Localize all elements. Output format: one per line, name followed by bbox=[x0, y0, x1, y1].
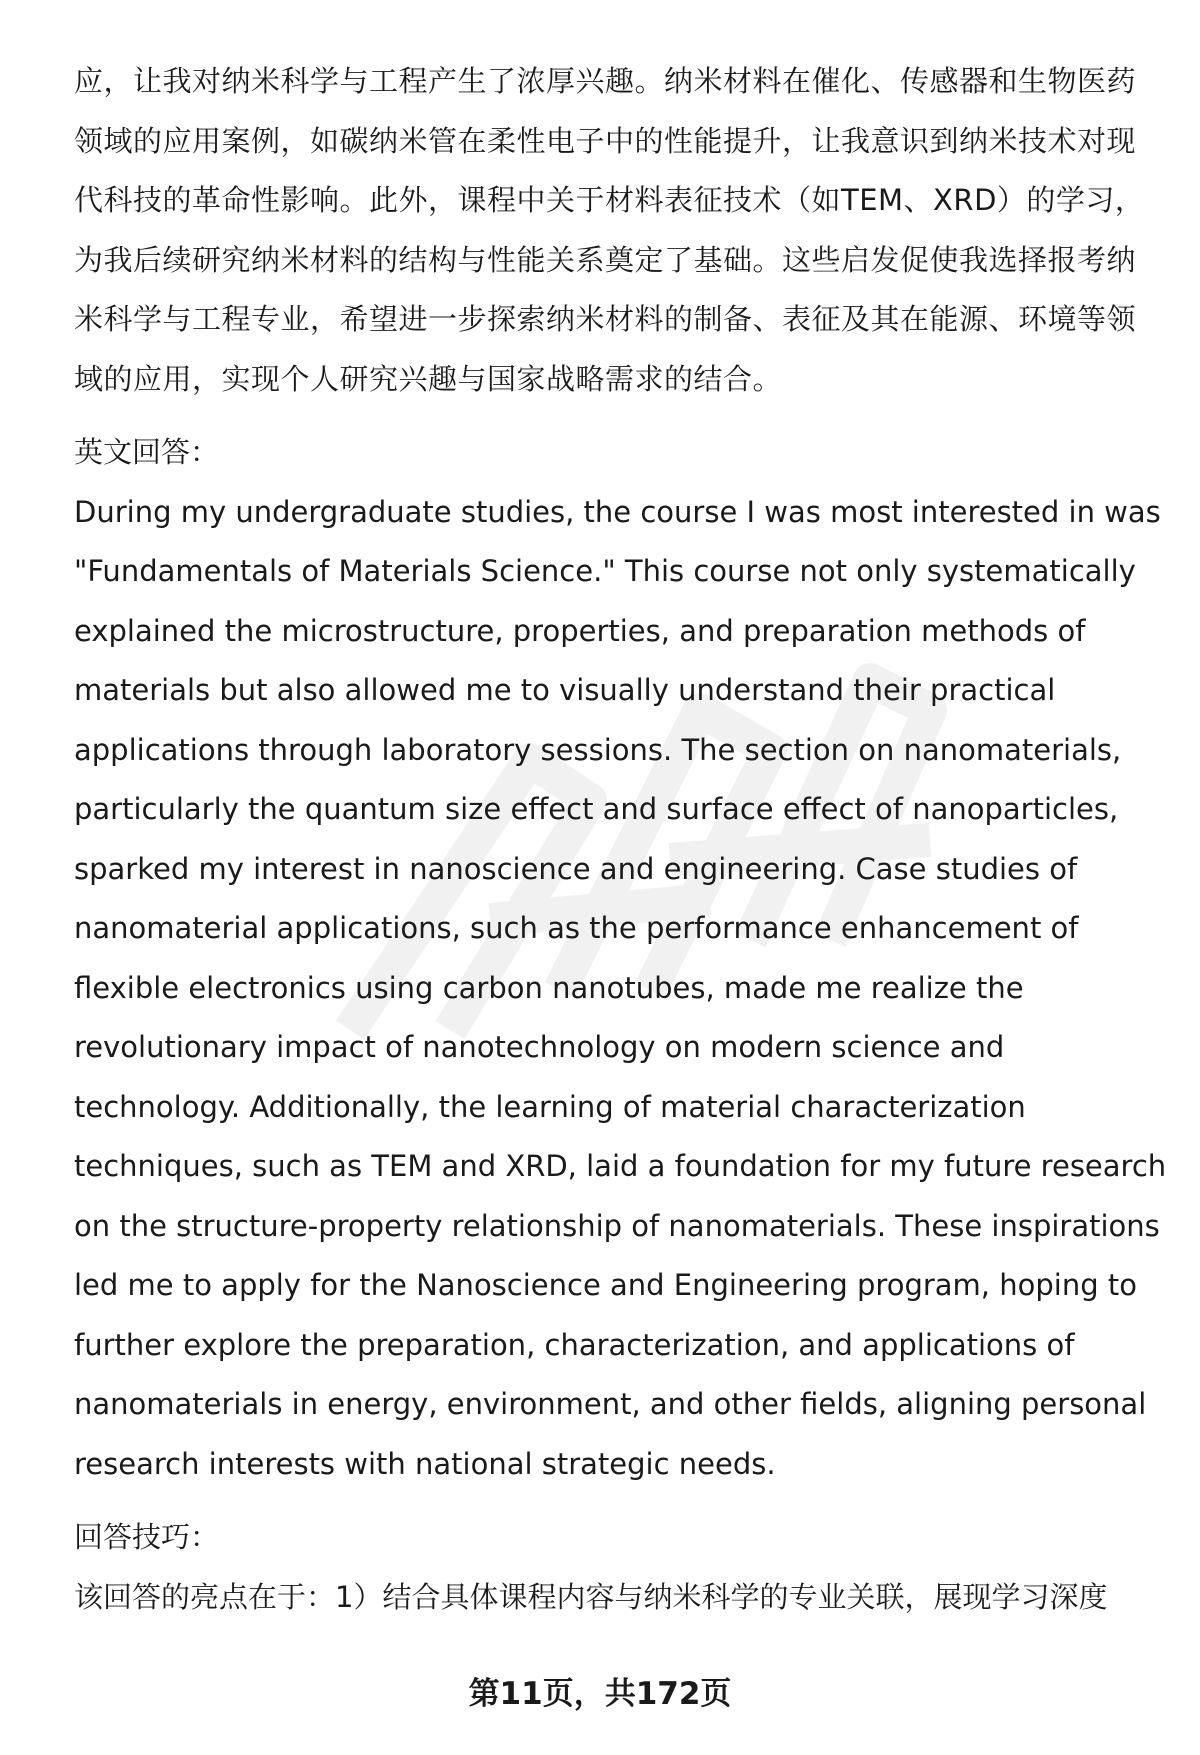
text-line: 应，让我对纳米科学与工程产生了浓厚兴趣。纳米材料在催化、传感器和生物医药 bbox=[74, 64, 1137, 98]
text-line: 为我后续研究纳米材料的结构与性能关系奠定了基础。这些启发促使我选择报考纳 bbox=[74, 242, 1137, 277]
text-line: further explore the preparation, characterization, and applications of bbox=[74, 1327, 1075, 1362]
text-line: led me to apply for the Nanoscience and Engineering program, hoping to bbox=[74, 1268, 1137, 1302]
document-body bbox=[74, 52, 1167, 1627]
text-line: particularly the quantum size effect and surface effect of nanoparticles, bbox=[74, 792, 1119, 826]
text-line: During my undergraduate studies, the course I was most interested in was bbox=[74, 494, 1161, 529]
text-line: 代科技的革命性影响。此外，课程中关于材料表征技术（如TEM、XRD）的学习， bbox=[74, 183, 1145, 217]
english-answer-paragraph bbox=[74, 483, 1167, 1495]
text-line: techniques, such as TEM and XRD, laid a foundation for my future research bbox=[74, 1149, 1167, 1183]
chinese-answer-paragraph bbox=[74, 52, 1154, 409]
text-line: explained the microstructure, properties, and preparation methods of bbox=[74, 613, 1086, 648]
page-number-footer: 第11页，共172页 bbox=[468, 1676, 732, 1712]
text-line: 领域的应用案例，如碳纳米管在柔性电子中的性能提升，让我意识到纳米技术对现 bbox=[74, 123, 1137, 158]
text-line: revolutionary impact of nanotechnology on modern science and bbox=[74, 1030, 1005, 1064]
text-line: applications through laboratory sessions. The section on nanomaterials, bbox=[74, 732, 1122, 767]
text-line: nanomaterials in energy, environment, and other fields, aligning personal bbox=[74, 1387, 1147, 1421]
answer-tips-label: 回答技巧： bbox=[74, 1520, 220, 1554]
text-line: 米科学与工程专业，希望进一步探索纳米材料的制备、表征及其在能源、环境等领 bbox=[74, 302, 1137, 336]
english-answer-label: 英文回答： bbox=[74, 435, 220, 469]
text-line: nanomaterial applications, such as the performance enhancement of bbox=[74, 911, 1079, 945]
text-line: "Fundamentals of Materials Science." This course not only systematically bbox=[74, 554, 1136, 588]
answer-tips-text: 该回答的亮点在于：1）结合具体课程内容与纳米科学的专业关联，展现学习深度 bbox=[74, 1579, 1108, 1614]
text-line: materials but also allowed me to visually understand their practical bbox=[74, 673, 1056, 707]
text-line: flexible electronics using carbon nanotubes, made me realize the bbox=[74, 970, 1024, 1005]
text-line: technology. Additionally, the learning of material characterization bbox=[74, 1089, 1026, 1124]
text-line: on the structure-property relationship of nanomaterials. These inspirations bbox=[74, 1208, 1160, 1243]
text-line: 域的应用，实现个人研究兴趣与国家战略需求的结合。 bbox=[74, 361, 783, 396]
text-line: sparked my interest in nanoscience and engineering. Case studies of bbox=[74, 851, 1078, 886]
text-line: research interests with national strategic needs. bbox=[74, 1446, 776, 1481]
